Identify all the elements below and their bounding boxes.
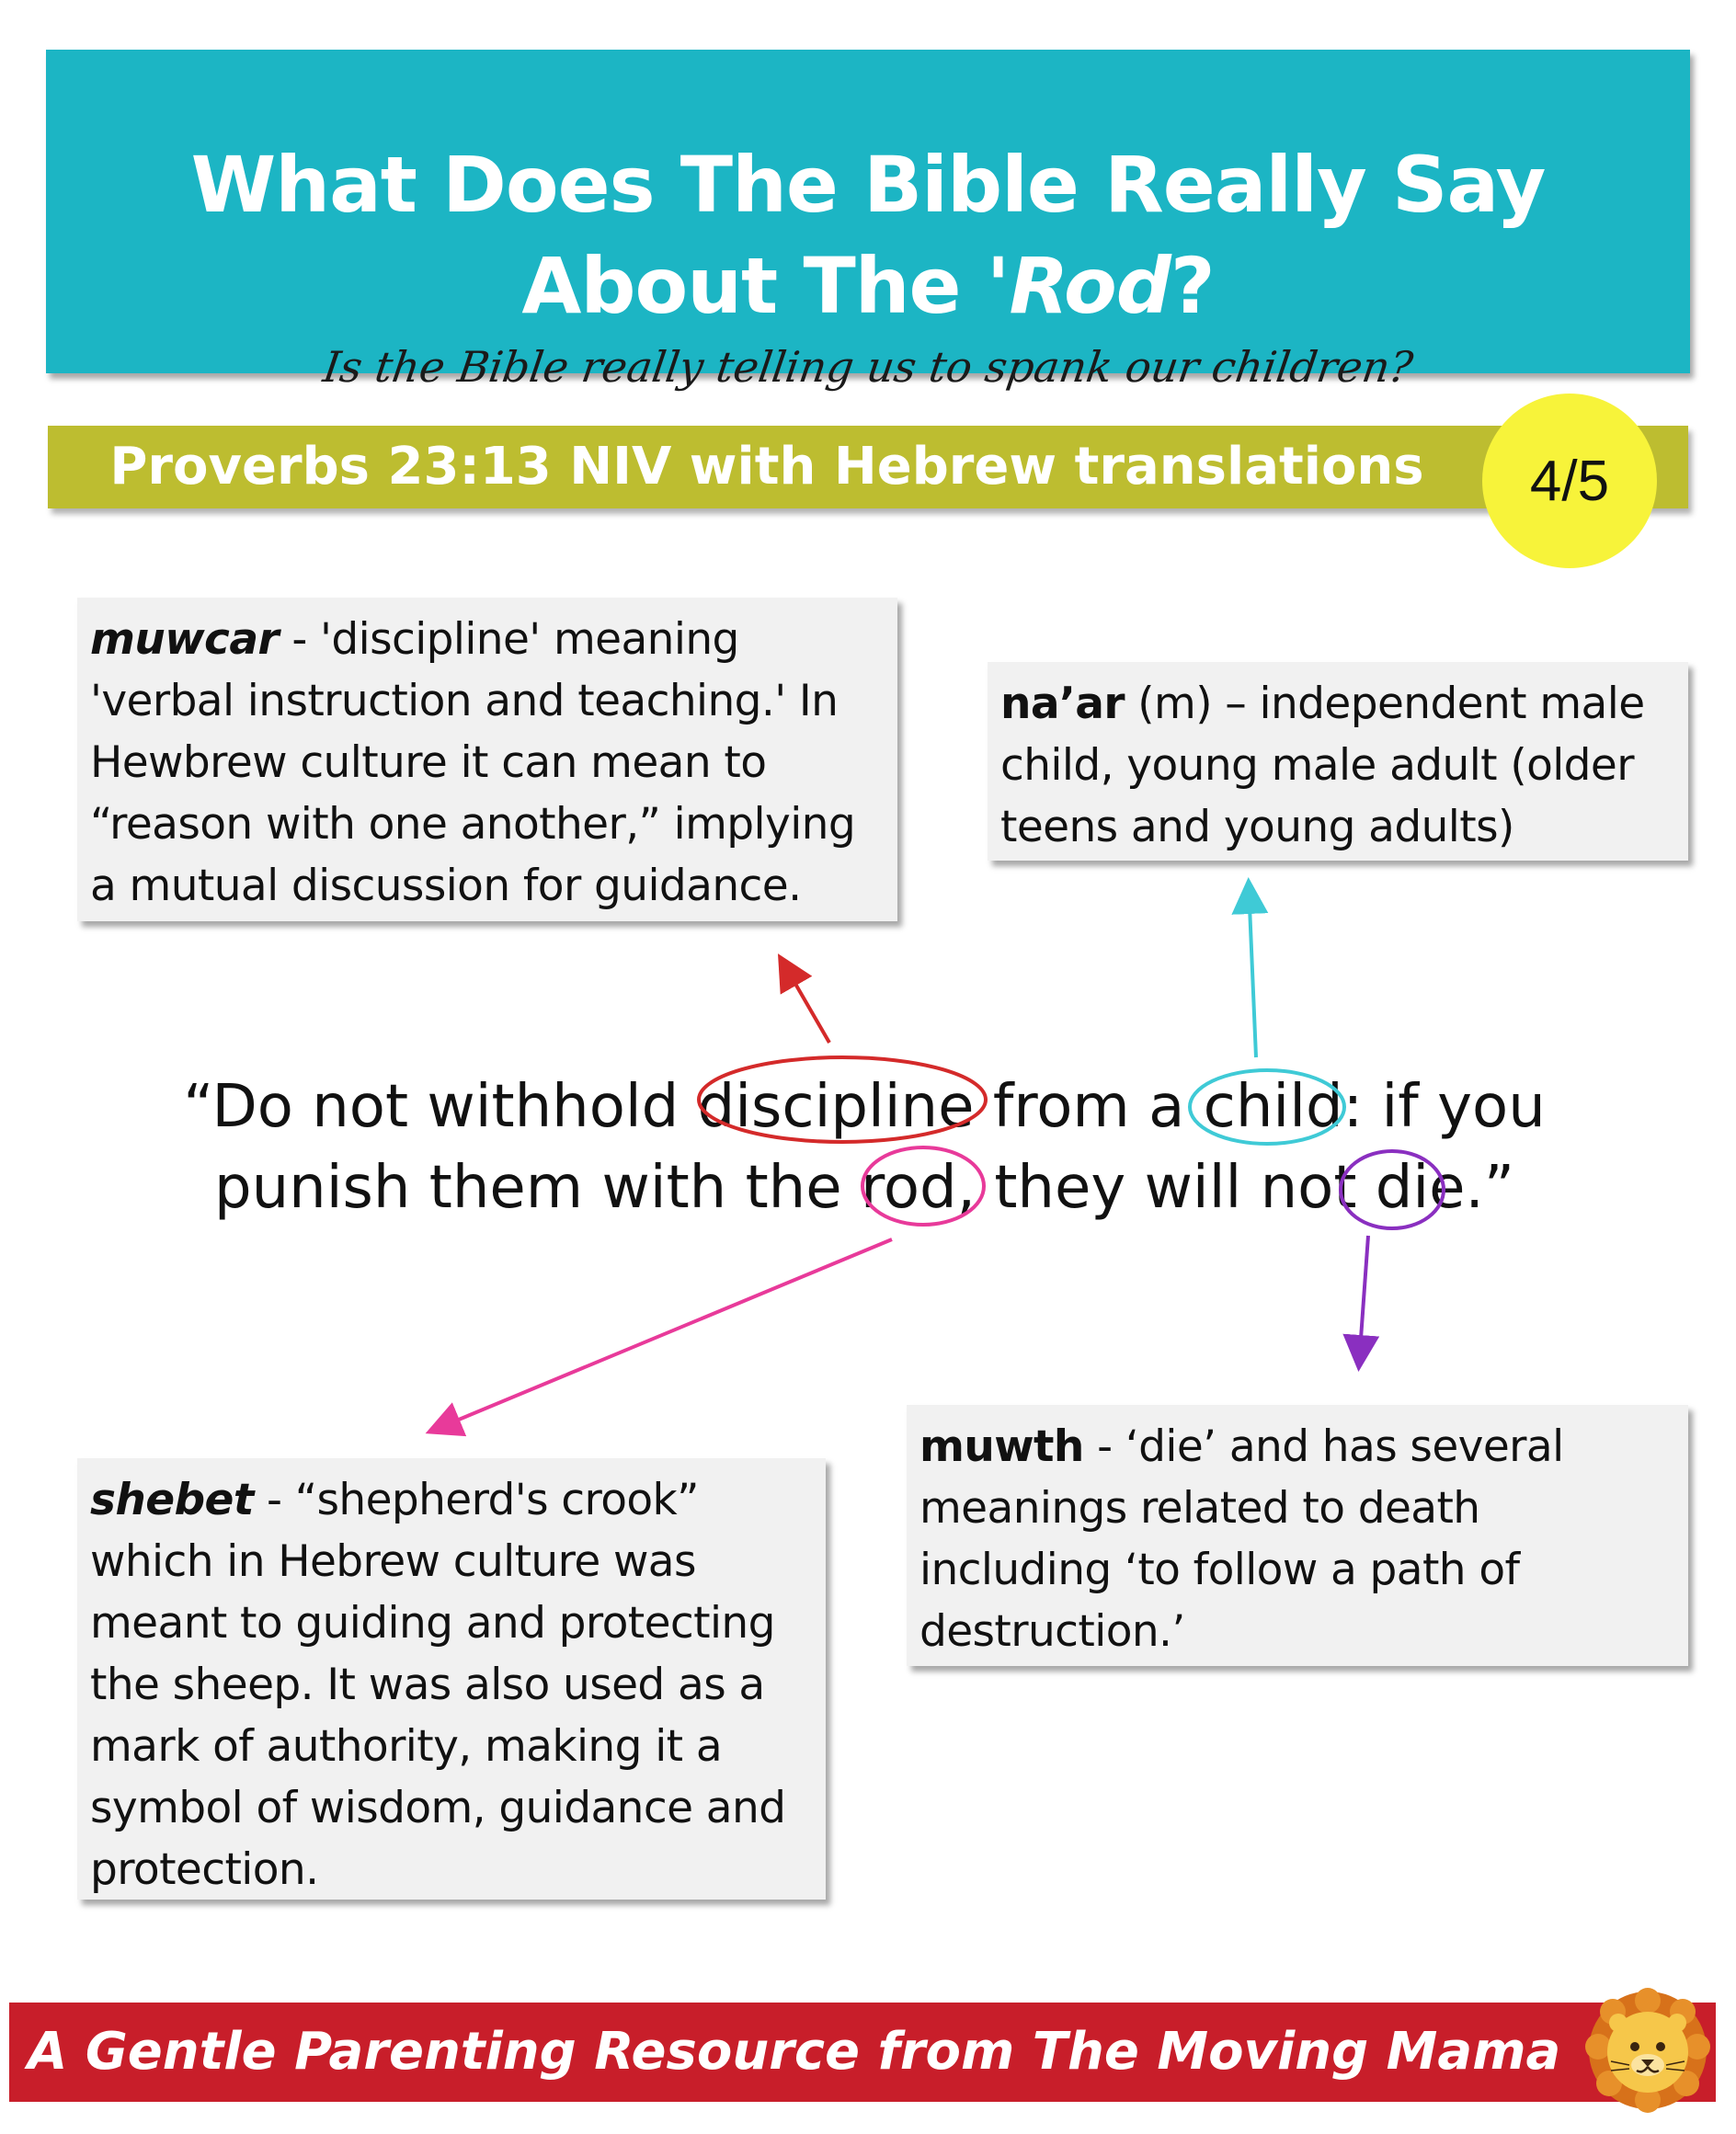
circle-discipline [699,1057,986,1142]
definition-text-shebet: - “shepherd's crook” which in Hebrew culture was meant to guiding and protecting the sheep. It was also used as a mark of authority, making it a symbol of wisdom, guidance and protection. [90,1475,786,1895]
title-rod-word: 'Rod [986,241,1171,331]
verse-segment: from a [974,1073,1204,1141]
definition-term-shebet: shebet [90,1475,254,1525]
verse-segment: if you [1363,1073,1546,1141]
arrow-rod [432,1239,892,1431]
page-number-badge: 4/5 [1482,394,1657,568]
verse-segment: punish them with the [213,1154,861,1222]
definition-term-muwcar: muwcar [90,614,280,665]
verse-word-rod: rod, [860,1154,976,1222]
definition-term-muwth: muwth [919,1421,1084,1472]
verse-segment: they will not [975,1154,1376,1222]
ribbon-label: Proverbs 23:13 NIV with Hebrew translations [109,437,1424,496]
verse-word-child: child: [1203,1073,1364,1141]
definition-text-muwcar: - 'discipline' meaning 'verbal instruction and teaching.' In Hewbrew culture it can mean to “reason with one another,” implying a mutual discussion for guidance. [90,614,856,911]
circle-die [1341,1151,1444,1228]
arrow-discipline [782,960,829,1043]
arrow-child [1249,884,1256,1057]
circle-rod [862,1147,984,1225]
page-subtitle: Is the Bible really telling us to spank our children? [320,342,1416,392]
verse-word-die: die. [1375,1154,1484,1222]
title-line-1: What Does The Bible Really Say [190,140,1546,230]
arrow-die [1359,1236,1368,1364]
definition-term-naar: na’ar [1000,679,1125,729]
lion-icon [1583,1986,1712,2115]
verse-segment: “Do not withhold [183,1073,698,1141]
title-line-2-prefix: About The [521,241,987,331]
verse-word-discipline: discipline [697,1073,975,1141]
footer-banner [9,2003,1716,2102]
circle-child [1190,1070,1344,1144]
footer-label: A Gentle Parenting Resource from The Moving Mama [28,2022,1561,2082]
title-line-2-suffix: ? [1170,241,1215,331]
definition-text-naar: (m) – independent male child, young male adult (older teens and young adults) [1000,679,1645,852]
definition-text-muwth: - ‘die’ and has several meanings related to death including ‘to follow a path of destruction.’ [919,1421,1564,1657]
verse-segment: ” [1483,1154,1515,1222]
